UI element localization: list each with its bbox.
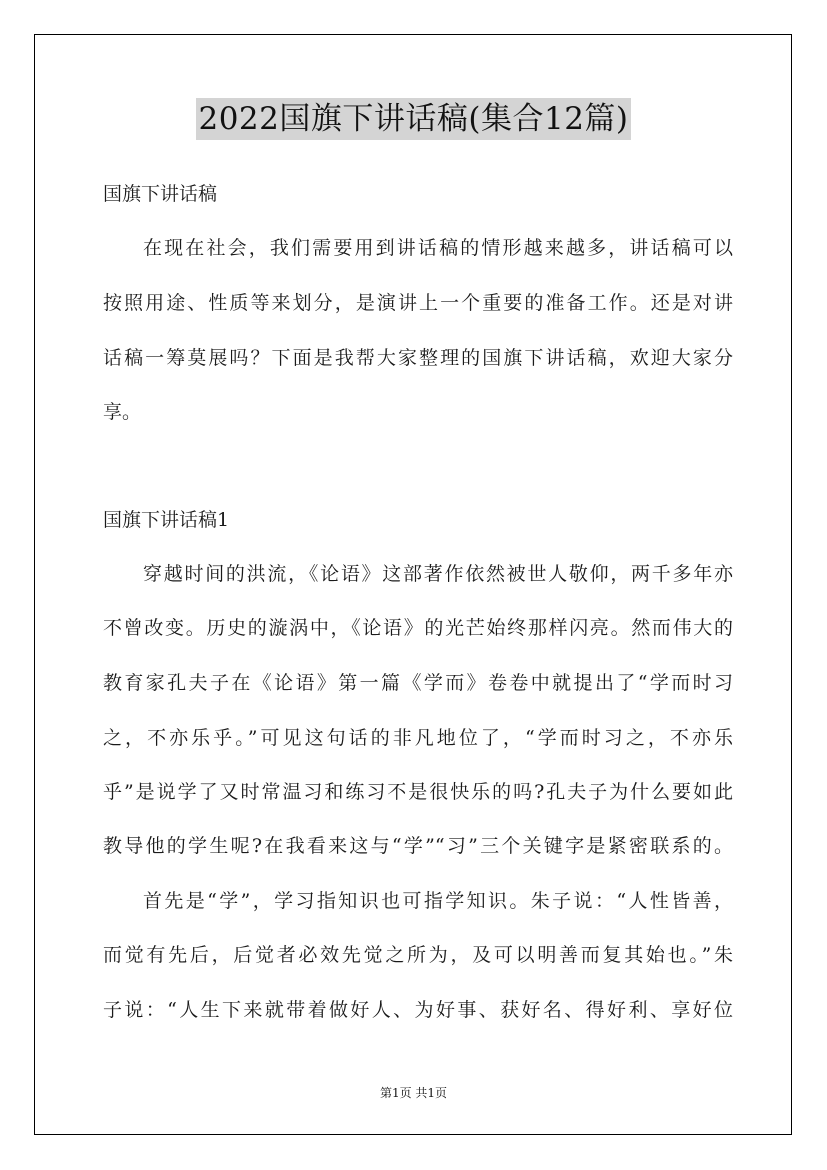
part1-para1-line-6: 教导他的学生呢?在我看来这与“学”“习”三个关键字是紧密联系的。 [103,835,733,857]
part1-heading: 国旗下讲话稿1 [103,509,230,531]
part1-para1-line-1: 穿越时间的洪流，《论语》这部著作依然被世人敬仰，两千多年亦 [143,563,733,585]
intro-line-4: 享。 [103,401,142,423]
page-footer: 第1页 共1页 [379,1086,448,1100]
part1-para2-line-1: 首先是“学”，学习指知识也可指学知识。朱子说：“人性皆善， [143,890,733,912]
part1-para2-line-2: 而觉有先后，后觉者必效先觉之所为，及可以明善而复其始也。”朱 [103,944,733,966]
title-container [0,98,827,140]
part1-para1-line-3: 教育家孔夫子在《论语》第一篇《学而》卷卷中就提出了“学而时习 [103,672,733,694]
part1-para2-line-3: 子说：“人生下来就带着做好人、为好事、获好名、得好利、享好位 [103,999,733,1021]
section-heading: 国旗下讲话稿 [103,183,218,205]
part1-para1-line-4: 之，不亦乐乎。”可见这句话的非凡地位了，“学而时习之，不亦乐 [103,727,733,749]
part1-para1-line-5: 乎”是说学了又时常温习和练习不是很快乐的吗?孔夫子为什么要如此 [103,781,733,803]
document-title: 2022国旗下讲话稿(集合12篇) [196,98,630,140]
intro-line-1: 在现在社会，我们需要用到讲话稿的情形越来越多，讲话稿可以 [143,237,733,259]
intro-line-2: 按照用途、性质等来划分，是演讲上一个重要的准备工作。还是对讲 [103,292,733,314]
part1-para1-line-2: 不曾改变。历史的漩涡中，《论语》的光芒始终那样闪亮。然而伟大的 [103,617,733,639]
intro-line-3: 话稿一筹莫展吗？下面是我帮大家整理的国旗下讲话稿，欢迎大家分 [103,347,733,369]
